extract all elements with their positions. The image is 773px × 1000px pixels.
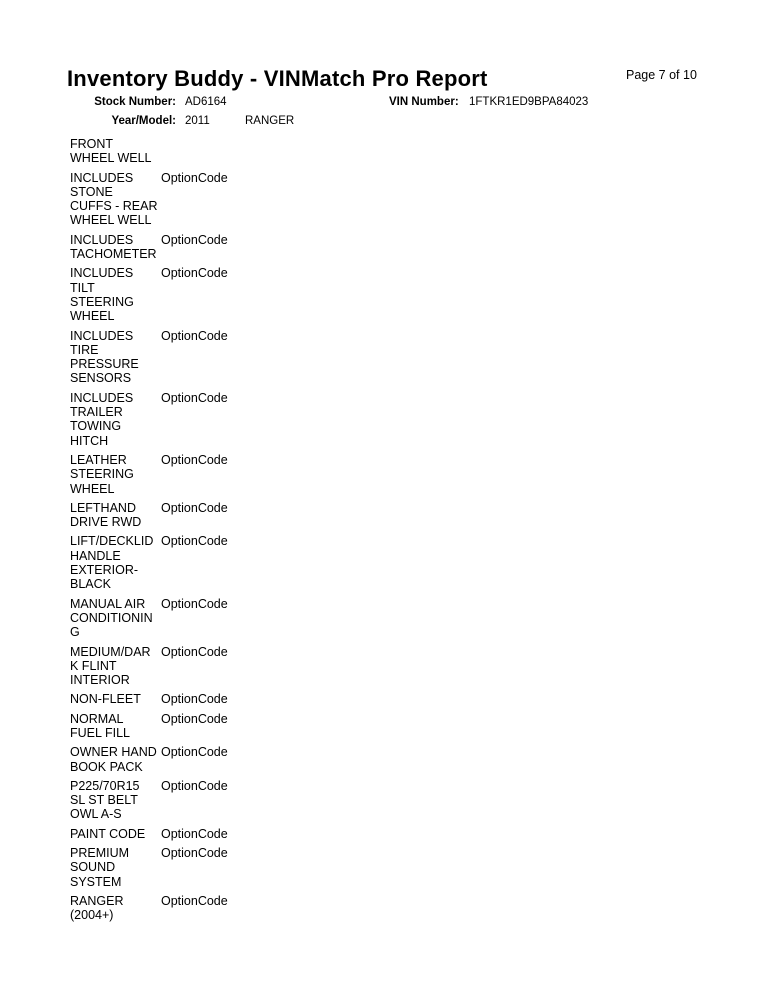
option-name-line: FRONT [70, 137, 114, 151]
option-name-line: TOWING [70, 419, 122, 434]
stock-number-value: AD6164 [185, 96, 227, 108]
option-name-line: OWL A-S [70, 807, 122, 822]
option-name-line: OWNER HAND [70, 745, 157, 760]
option-name-line: MANUAL AIR [70, 596, 146, 611]
option-name-line: WHEEL [70, 481, 115, 496]
option-code-label: OptionCode [161, 778, 228, 793]
option-name-line: RANGER [70, 893, 124, 908]
option-name-line: FUEL FILL [70, 725, 130, 740]
option-name [70, 712, 161, 741]
option-name-line: (2004+) [70, 908, 114, 923]
option-code-label: OptionCode [161, 452, 228, 467]
option-row [70, 712, 450, 741]
option-name-line: DRIVE RWD [70, 515, 142, 530]
option-name [70, 453, 161, 496]
option-name-line: WHEEL WELL [70, 213, 152, 228]
option-name [70, 692, 161, 706]
report-title: Inventory Buddy - VINMatch Pro Report [67, 66, 488, 91]
option-name [70, 745, 161, 774]
option-name [70, 171, 161, 228]
option-row [70, 597, 450, 640]
option-code-label: OptionCode [161, 170, 228, 185]
option-name-line: STEERING [70, 294, 134, 309]
vin-number-value: 1FTKR1ED9BPA84023 [469, 96, 589, 108]
page-number-indicator: Page 7 of 10 [626, 68, 697, 82]
option-name-line: INCLUDES [70, 328, 134, 343]
option-name-line: K FLINT [70, 658, 117, 673]
option-row [70, 894, 450, 923]
option-name-line: CONDITIONIN [70, 610, 153, 625]
option-name [70, 137, 161, 166]
option-row [70, 745, 450, 774]
option-code-label: OptionCode [161, 692, 228, 707]
option-code-label: OptionCode [161, 644, 228, 659]
option-row [70, 846, 450, 889]
option-name-line: BLACK [70, 577, 111, 592]
stock-number-label: Stock Number: [94, 96, 176, 108]
option-name-line: PREMIUM [70, 846, 130, 861]
option-code-label: OptionCode [161, 266, 228, 281]
option-row [70, 329, 450, 386]
option-name-line: PAINT CODE [70, 826, 146, 841]
option-code-label: OptionCode [161, 500, 228, 515]
option-row [70, 534, 450, 591]
option-name [70, 391, 161, 448]
option-name-line: NON-FLEET [70, 692, 141, 707]
option-row [70, 779, 450, 822]
option-row [70, 645, 450, 688]
option-name-line: INCLUDES [70, 390, 134, 405]
option-name [70, 597, 161, 640]
option-name-line: INCLUDES [70, 232, 134, 247]
option-code-label: OptionCode [161, 328, 228, 343]
option-name [70, 779, 161, 822]
option-name-line: SL ST BELT [70, 793, 138, 808]
option-code-label: OptionCode [161, 534, 228, 549]
option-name-line: WHEEL [70, 309, 115, 324]
option-name-line: LIFT/DECKLID [70, 534, 154, 549]
option-name-line: WHEEL WELL [70, 151, 152, 166]
option-row [70, 692, 450, 706]
option-row [70, 453, 450, 496]
model-value: RANGER [245, 115, 295, 127]
option-row [70, 827, 450, 841]
option-name-line: P225/70R15 [70, 778, 140, 793]
option-name [70, 894, 161, 923]
option-code-label: OptionCode [161, 390, 228, 405]
option-name-line: G [70, 625, 80, 640]
option-name-line: HITCH [70, 433, 109, 448]
option-row [70, 233, 450, 262]
option-code-label: OptionCode [161, 711, 228, 726]
option-name [70, 534, 161, 591]
option-row [70, 391, 450, 448]
option-name-line: TACHOMETER [70, 247, 157, 262]
option-row [70, 171, 450, 228]
option-name-line: EXTERIOR- [70, 563, 139, 578]
option-name [70, 501, 161, 530]
option-name [70, 233, 161, 262]
option-code-label: OptionCode [161, 232, 228, 247]
vin-number-label: VIN Number: [389, 96, 459, 108]
option-name-line: LEFTHAND [70, 500, 136, 515]
option-code-label: OptionCode [161, 596, 228, 611]
option-name [70, 846, 161, 889]
option-name-line: PRESSURE [70, 357, 139, 372]
option-code-label: OptionCode [161, 846, 228, 861]
option-name-line: SYSTEM [70, 874, 122, 889]
option-name-line: NORMAL [70, 711, 124, 726]
option-row [70, 266, 450, 323]
option-name-line: LEATHER [70, 452, 127, 467]
option-name-line: MEDIUM/DAR [70, 644, 151, 659]
option-name-line: SENSORS [70, 371, 132, 386]
option-code-label: OptionCode [161, 893, 228, 908]
option-code-label: OptionCode [161, 826, 228, 841]
option-code-label: OptionCode [161, 745, 228, 760]
option-name-line: TRAILER [70, 405, 123, 420]
option-code-list [70, 137, 450, 928]
option-name [70, 266, 161, 323]
year-model-label: Year/Model: [111, 115, 176, 127]
option-name-line: BOOK PACK [70, 759, 143, 774]
option-name-line: HANDLE [70, 548, 121, 563]
option-row [70, 137, 450, 166]
option-name-line: STEERING [70, 467, 134, 482]
option-name-line: INTERIOR [70, 673, 130, 688]
option-row [70, 501, 450, 530]
option-name-line: TILT [70, 280, 95, 295]
option-name [70, 329, 161, 386]
option-name-line: SOUND [70, 860, 116, 875]
option-name-line: TIRE [70, 342, 99, 357]
option-name [70, 827, 161, 841]
option-name-line: CUFFS - REAR [70, 199, 158, 214]
option-name-line: STONE [70, 184, 113, 199]
option-name-line: INCLUDES [70, 170, 134, 185]
option-name [70, 645, 161, 688]
option-name-line: INCLUDES [70, 266, 134, 281]
year-value: 2011 [185, 115, 210, 127]
